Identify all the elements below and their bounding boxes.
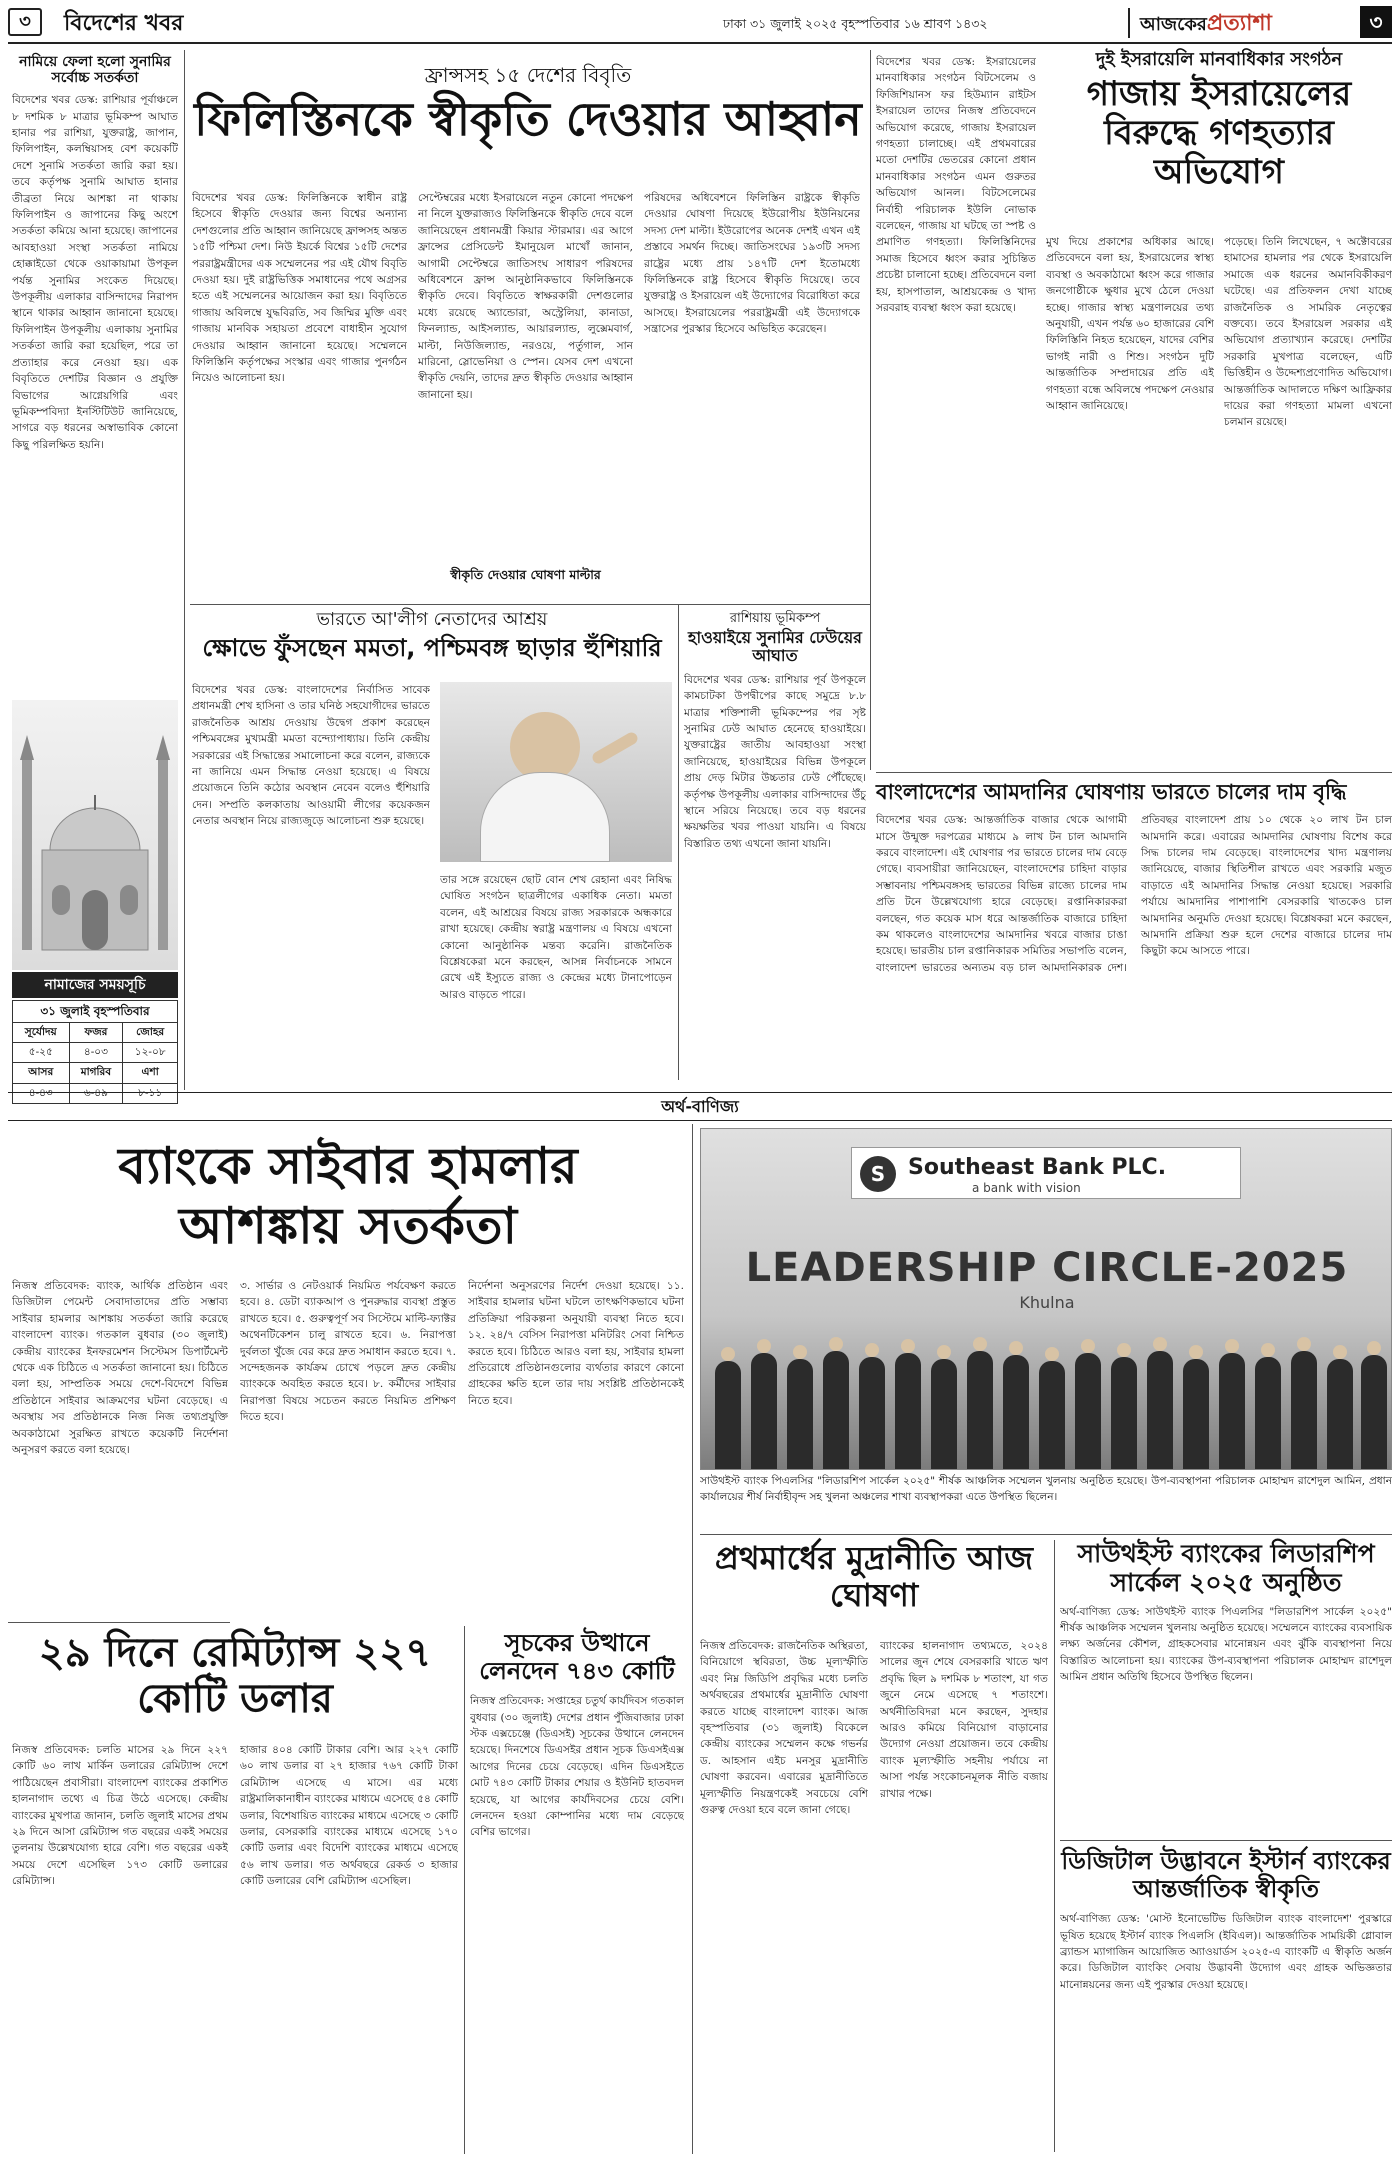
tsunami-headline: নামিয়ে ফেলা হলো সুনামির সর্বোচ্চ সতর্কতা: [19, 54, 171, 87]
stock-body: নিজস্ব প্রতিবেদক: সপ্তাহের চতুর্থ কার্যদিবস গতকাল বুধবার (৩০ জুলাই) দেশের প্রধান পুঁজিবাজার ঢাকা স্টক এক্সচেঞ্জে (ডিএসই) সূচকের উত্থানে লেনদেন হয়েছে। দিনশেষে ডিএসইর প্রধান সূচক ডিএসইএক্স আগের দিনের চেয়ে বেড়েছে। এদিন ডিএসইতে মোট ৭৪৩ কোটি টাকার শেয়ার ও ইউনিট হাতবদল হয়েছে, যা আগের কার্যদিবসের চেয়ে বেশি। লেনদেন হওয়া কোম্পানির মধ্যে দাম বেড়েছে বেশির ভাগের।: [470, 1695, 684, 1839]
stock-article: [470, 1630, 684, 2154]
eastern-body: অর্থ-বাণিজ্য ডেস্ক: 'মোস্ট ইনোভেটিভ ডিজিটাল ব্যাংক বাংলাদেশ' পুরস্কারে ভূষিত হয়েছে ইস্টার্ন ব্যাংক পিএলসি (ইবিএল)। আন্তর্জাতিক সাময়িকী গ্লোবাল ব্র্যান্ডস ম্যাগাজিন আয়োজিত অ্যাওয়ার্ডস ২০২৫-এ ব্যাংকটি এ স্বীকৃতি অর্জন করে। ডিজিটাল ব্যাংকিং সেবায় উদ্ভাবনী উদ্যোগ এবং গ্রাহক অভিজ্ঞতার মানোন্নয়নের জন্য এই পুরস্কার দেওয়া হয়েছে।: [1060, 1913, 1392, 1991]
dateline: ঢাকা ৩১ জুলাই ২০২৫ বৃহস্পতিবার ১৬ শ্রাবণ ১৪৩২: [723, 16, 988, 31]
prayer-cell: সূর্যোদয়: [13, 1023, 70, 1043]
rice-body: বিদেশের খবর ডেস্ক: আন্তর্জাতিক বাজার থেকে আগামী মাসে উন্মুক্ত দরপত্রের মাধ্যমে ৯ লাখ টন চাল আমদানি করবে বাংলাদেশ। এই ঘোষণার পর ভারতে চালের দাম বেড়ে গেছে। ব্যবসায়ীরা জানিয়েছেন, বাংলাদেশের চাহিদা বাড়ার সম্ভাবনায় পশ্চিমবঙ্গসহ ভারতের বিভিন্ন রাজ্যে চালের দাম প্রতি টনে উল্লেখযোগ্য হারে বেড়েছে। রপ্তানিকারকরা বলছেন, গত কয়েক মাস ধরে আন্তর্জাতিক বাজারে চাহিদা কম থাকলেও বাংলাদেশের আমদানির খবরে বাজার চাঙা হয়েছে। ভারতীয় চাল রপ্তানিকারক সমিতির সভাপতি বলেন, বাংলাদেশ ভারতের অন্যতম বড় চাল আমদানিকারক দেশ। প্রতিবছর বাংলাদেশ প্রায় ১০ থেকে ২০ লাখ টন চাল আমদানি করে। এবারের আমদানির ঘোষণায় বিশেষ করে সিদ্ধ চালের দাম বেড়েছে। বাংলাদেশের খাদ্য মন্ত্রণালয় জানিয়েছে, বাজার স্থিতিশীল রাখতে এবং সরকারি মজুত বাড়াতে এই আমদানির সিদ্ধান্ত নেওয়া হয়েছে। সরকারি পর্যায়ে আমদানির পাশাপাশি বেসরকারি খাতকেও চাল আমদানির অনুমতি দেওয়া হয়েছে। বিশ্লেষকরা মনে করছেন, আমদানি প্রক্রিয়া শুরু হলে দেশের বাজারে চালের দাম কিছুটা কমে আসতে পারে।: [876, 814, 1392, 974]
prayer-cell: ফজর: [69, 1023, 123, 1043]
masthead-bar: [8, 6, 1392, 40]
tsunami-article: [12, 54, 178, 694]
mamata-kicker: ভারতে আ'লীগ নেতাদের আশ্রয়: [316, 609, 548, 630]
hawaii-kicker: রাশিয়ায় ভূমিকম্প: [729, 611, 821, 626]
prayer-cell: এশা: [123, 1063, 178, 1083]
genocide-article: [876, 50, 1392, 770]
rice-headline: বাংলাদেশের আমদানির ঘোষণায় ভারতে চালের দাম বৃদ্ধি: [876, 780, 1347, 804]
remit-col2: হাজার ৪০৪ কোটি টাকার বেশি। আর ২২৭ কোটি ৬০ লাখ ডলার বা ২৭ হাজার ৭৬৭ কোটি টাকা রেমিট্যান্স এসেছে এ মাসে। এর মধ্যে রাষ্ট্রমালিকানাধীন ব্যাংকের মাধ্যমে এসেছে ৫৪ কোটি ডলার, বিশেষায়িত ব্যাংকের মাধ্যমে এসেছে ৩ কোটি ডলার, বেসরকারি ব্যাংকের মাধ্যমে এসেছে ১৭০ কোটি ডলার এবং বিদেশি ব্যাংকের মাধ্যমে এসেছে ৫৬ লাখ ডলার। গত অর্থবছরে রেকর্ড ৩ হাজার কোটি ডলারের বেশি রেমিট্যান্স এসেছিল।: [240, 1744, 458, 1888]
tsunami-body: বিদেশের খবর ডেস্ক: রাশিয়ার পূর্বাঞ্চলে ৮ দশমিক ৮ মাত্রার ভূমিকম্প আঘাত হানার পর রাশিয়া, যুক্তরাষ্ট্র, জাপান, ফিলিপাইন, কলম্বিয়াসহ বেশ কয়েকটি দেশে সুনামি সতর্কতা জারি করা হয়। তবে কর্তৃপক্ষ সুনামি আঘাত হানার তীব্রতা নিয়ে আশঙ্কা না থাকায় ফিলিপাইন ও জাপানের কিছু অংশে সতর্কতা কমিয়ে আনা হয়েছে। জাপানের আবহাওয়া সংস্থা সতর্কতা নামিয়ে হোক্কাইডো থেকে ওয়াকায়ামা উপকূল পর্যন্ত সুনামির সংকেত দিয়েছে। উপকূলীয় এলাকার বাসিন্দাদের নিরাপদ স্থানে থাকার আহ্বান জানানো হয়েছে। ফিলিপাইন উপকূলীয় এলাকায় সুনামির সতর্কতা জারি করা হয়েছিল, পরে তা প্রত্যাহার করে নেওয়া হয়। এক বিবৃতিতে দেশটির বিজ্ঞান ও প্রযুক্তি বিভাগের আগ্নেয়গিরি এবং ভূমিকম্পবিদ্যা ইনস্টিটিউট জানিয়েছে, সাগরে বড় ধরনের অস্বাভাবিক কোনো কিছু পরিলক্ষিত হয়নি।: [12, 94, 178, 451]
section-divider-label: অর্থ-বাণিজ্য: [661, 1097, 739, 1116]
prayer-cell: ১২-০৮: [123, 1043, 178, 1063]
photo-caption: সাউথইস্ট ব্যাংক পিএলসির "লিডারশিপ সার্কেল ২০২৫" শীর্ষক আঞ্চলিক সম্মেলন খুলনায় অনুষ্ঠিত হয়েছে। উপ-ব্যবস্থাপনা পরিচালক মোহাম্মদ রাশেদুল আমিন, প্রধান কার্যালয়ের শীর্ষ নির্বাহীবৃন্দ সহ খুলনা অঞ্চলের শাখা ব্যবস্থাপকরা এতে উপস্থিত ছিলেন।: [700, 1475, 1392, 1503]
bank-tagline: a bank with vision: [972, 1181, 1081, 1195]
mamata-photo: [440, 682, 672, 862]
paper-logo: আজকেরপ্রত্যাশা: [1128, 8, 1272, 38]
palestine-article: [192, 50, 864, 600]
genocide-headline: গাজায় ইসরায়েলের বিরুদ্ধে গণহত্যার অভিযোগ: [1086, 73, 1352, 192]
attendees-group: [701, 1319, 1392, 1470]
event-banner: LEADERSHIP CIRCLE-2025: [745, 1245, 1349, 1291]
hawaii-headline: হাওয়াইয়ে সুনামির ঢেউয়ের আঘাত: [688, 627, 862, 666]
genocide-headline-box: [1046, 50, 1392, 226]
bank-logo-icon: S: [860, 1156, 896, 1192]
rice-article: [876, 780, 1392, 1090]
palestine-subhead: স্বীকৃতি দেওয়ার ঘোষণা মাল্টার: [450, 567, 601, 582]
genocide-col3: পড়েছে। তিনি লিখেছেন, ৭ অক্টোবরের হামাসের হামলার পর থেকে ইসরায়েলি সমাজে এক ধরনের অমানবিকীকরণ ঘটেছে। এর প্রতিফলন দেখা যাচ্ছে রাজনৈতিক ও সামরিক নেতৃত্বের বক্তব্যে। তবে ইসরায়েল সরকার এই অভিযোগ প্রত্যাখ্যান করেছে। দেশটির সরকারি মুখপাত্র বলেছেন, এটি ভিত্তিহীন ও উদ্দেশ্যপ্রণোদিত অভিযোগ। আন্তর্জাতিক আদালতে দক্ষিণ আফ্রিকার দায়ের করা গণহত্যা মামলা এখনো চলমান রয়েছে।: [1224, 236, 1392, 429]
stock-headline: সূচকের উত্থানে লেনদেন ৭৪৩ কোটি: [479, 1629, 675, 1685]
remit-article: [12, 1630, 458, 2154]
cyber-col3: নির্দেশনা অনুসরণের নির্দেশ দেওয়া হয়েছে। ১১. সাইবার হামলার ঘটনা ঘটলে তাৎক্ষণিকভাবে ঘটনা প্রতিক্রিয়া পরিকল্পনা অনুযায়ী ব্যবস্থা নিতে হবে। ১২. ২৪/৭ বেসিস নিরাপত্তা মনিটরিং সেবা নিশ্চিত করতে হবে। চিঠিতে আরও বলা হয়, সাইবার হামলা প্রতিরোধে প্রতিষ্ঠানগুলোর ব্যর্থতার কারণে কোনো গ্রাহকের ক্ষতি হলে তার দায় সংশ্লিষ্ট প্রতিষ্ঠানকেই নিতে হবে।: [468, 1280, 684, 1407]
prayer-title: নামাজের সময়সূচি: [12, 972, 178, 998]
mamata-col2: তার সঙ্গে রয়েছেন ছোট বোন শেখ রেহানা এবং নিষিদ্ধ ঘোষিত সংগঠন ছাত্রলীগের একাধিক নেতা। মমতা বলেন, এই আশ্রয়ের বিষয়ে রাজ্য সরকারকে অন্ধকারে রাখা হয়েছে। কেন্দ্রীয় স্বরাষ্ট্র মন্ত্রণালয় এ বিষয়ে এখনো কোনো আনুষ্ঠানিক মন্তব্য করেনি। রাজনৈতিক বিশ্লেষকেরা মনে করছেন, আসন্ন নির্বাচনকে সামনে রেখে এই ইস্যুতে রাজ্য ও কেন্দ্রের মধ্যে টানাপোড়েন আরও বাড়তে পারে।: [440, 874, 672, 1001]
mamata-article: [192, 610, 672, 1080]
monetary-headline: প্রথমার্ধের মুদ্রানীতি আজ ঘোষণা: [714, 1539, 1034, 1614]
mamata-headline: ক্ষোভে ফুঁসছেন মমতা, পশ্চিমবঙ্গ ছাড়ার হুঁশিয়ারি: [202, 633, 662, 662]
prayer-times-box: [12, 700, 178, 1085]
prayer-cell: জোহর: [123, 1023, 178, 1043]
eastern-headline: ডিজিটাল উদ্ভাবনে ইস্টার্ন ব্যাংকের আন্তর্জাতিক স্বীকৃতি: [1061, 1847, 1391, 1903]
remit-col1: নিজস্ব প্রতিবেদক: চলতি মাসের ২৯ দিনে ২২৭ কোটি ৬০ লাখ মার্কিন ডলারের রেমিট্যান্স দেশে পাঠিয়েছেন প্রবাসীরা। বাংলাদেশ ব্যাংকের প্রকাশিত হালনাগাদ তথ্যে এ চিত্র উঠে এসেছে। কেন্দ্রীয় ব্যাংকের মুখপাত্র জানান, চলতি জুলাই মাসের প্রথম ২৯ দিনে আসা রেমিট্যান্স গত বছরের একই সময়ের তুলনায় উল্লেখযোগ্য হারে বেশি। গত বছরের একই সময়ে দেশে এসেছিল ১৭৩ কোটি ডলারের রেমিট্যান্স।: [12, 1744, 228, 1888]
hawaii-article: [684, 612, 866, 1080]
monetary-col1: নিজস্ব প্রতিবেদক: রাজনৈতিক অস্থিরতা, বিনিয়োগে স্থবিরতা, উচ্চ মূল্যস্ফীতি এবং নিম্ন জিডিপি প্রবৃদ্ধির মধ্যে চলতি অর্থবছরের প্রথমার্ধের মুদ্রানীতি ঘোষণা করতে যাচ্ছে বাংলাদেশ ব্যাংক। আজ বৃহস্পতিবার (৩১ জুলাই) বিকেলে কেন্দ্রীয় ব্যাংকের সম্মেলন কক্ষে গভর্নর ড. আহসান এইচ মনসুর মুদ্রানীতি ঘোষণা করবেন। এবারের মুদ্রানীতিতে মূল্যস্ফীতি নিয়ন্ত্রণকেই সবচেয়ে বেশি গুরুত্ব দেওয়া হবে বলে জানা গেছে।: [700, 1640, 868, 1817]
prayer-cell: ৪-০৩: [69, 1043, 123, 1063]
remit-headline: ২৯ দিনে রেমিট্যান্স ২২৭ কোটি ডলার: [38, 1630, 432, 1722]
prayer-cell: ৫-২৫: [13, 1043, 70, 1063]
palestine-col1: বিদেশের খবর ডেস্ক: ফিলিস্তিনকে স্বাধীন রাষ্ট্র হিসেবে স্বীকৃতি দেওয়ার জন্য বিশ্বের অন্যান্য দেশগুলোর প্রতি আহ্বান জানিয়েছে ফ্রান্সসহ অন্তত ১৫টি পশ্চিমা দেশ। নিউ ইয়র্কে বিশ্বের ১৫টি দেশের পররাষ্ট্রমন্ত্রীদের এক সম্মেলনের পর এই যৌথ বিবৃতি দেওয়া হয়। দুই রাষ্ট্রভিত্তিক সমাধানের পথে অগ্রসর হতে এই সম্মেলনের আয়োজন করা হয়। বিবৃতিতে গাজায় অবিলম্বে যুদ্ধবিরতি, সব জিম্মির মুক্তি এবং গাজায় মানবিক সহায়তা প্রবেশে বাধাহীন সুযোগ দেওয়ার আহ্বান জানানো হয়েছে। সম্মেলনে ফিলিস্তিনি কর্তৃপক্ষের সংস্কার এবং গাজার পুনর্গঠন নিয়েও আলোচনা হয়।: [192, 192, 407, 385]
mamata-col1: বিদেশের খবর ডেস্ক: বাংলাদেশের নির্বাসিত সাবেক প্রধানমন্ত্রী শেখ হাসিনা ও তার ঘনিষ্ঠ সহযোগীদের ভারতে রাজনৈতিক আশ্রয় দেওয়ায় উদ্বেগ প্রকাশ করেছেন পশ্চিমবঙ্গের মুখ্যমন্ত্রী মমতা বন্দ্যোপাধ্যায়। তিনি কেন্দ্রীয় সরকারের এই সিদ্ধান্তের সমালোচনা করে বলেন, রাজ্যকে না জানিয়ে এমন সিদ্ধান্ত নেওয়া হয়েছে। এ বিষয়ে প্রয়োজনে তিনি কঠোর অবস্থান নেবেন বলেও হুঁশিয়ারি দেন। সম্প্রতি কলকাতায় আওয়ামী লীগের কয়েকজন নেতার অবস্থান নিয়ে রাজ্যজুড়ে আলোচনা শুরু হয়েছে।: [192, 684, 430, 828]
genocide-col1: বিদেশের খবর ডেস্ক: ইসরায়েলের মানবাধিকার সংগঠন বিটসেলেম ও ফিজিশিয়ানস ফর হিউম্যান রাইটস ইসরায়েল তাদের নিজস্ব প্রতিবেদনে অভিযোগ করেছে, গাজায় ইসরায়েল গণহত্যা চালাচ্ছে। এই প্রথমবারের মতো দেশটির ভেতরের কোনো প্রধান মানবাধিকার সংগঠন এমন গুরুতর অভিযোগ আনল। বিটসেলেমের নির্বাহী পরিচালক ইউলি নোভাক বলেছেন, গাজায় যা ঘটছে তা স্পষ্ট ও প্রমাণিত গণহত্যা। ফিলিস্তিনিদের সমাজ হিসেবে ধ্বংস করার সুচিন্তিত প্রচেষ্টা চালানো হচ্ছে। প্রতিবেদনে বলা হয়, হাসপাতাল, আশ্রয়কেন্দ্র ও খাদ্য সরবরাহ ব্যবস্থা ধ্বংস করা হয়েছে।: [876, 56, 1036, 315]
cyber-headline: ব্যাংকে সাইবার হামলার আশঙ্কায় সতর্কতা: [118, 1137, 578, 1255]
section-label: বিদেশের খবর: [64, 11, 184, 36]
palestine-col3: পরিষদের অধিবেশনে ফিলিস্তিন রাষ্ট্রকে স্বীকৃতি দেওয়ার ঘোষণা দিয়েছে ইউরোপীয় ইউনিয়নের সদস্য দেশ মাল্টা। ইউরোপের অনেক দেশই এখন এই প্রস্তাবে সমর্থন দিচ্ছে। জাতিসংঘের ১৯৩টি সদস্য রাষ্ট্রের মধ্যে প্রায় ১৪৭টি দেশ ইতোমধ্যে ফিলিস্তিনকে রাষ্ট্র হিসেবে স্বীকৃতি দিয়েছে। তবে যুক্তরাষ্ট্র ও ইসরায়েল এই উদ্যোগের বিরোধিতা করে আসছে। ইসরায়েলের পররাষ্ট্রমন্ত্রী এই উদ্যোগকে সন্ত্রাসের পুরস্কার হিসেবে অভিহিত করেছেন।: [644, 192, 860, 336]
prayer-date: ৩১ জুলাই বৃহস্পতিবার: [12, 1000, 178, 1023]
palestine-headline: ফিলিস্তিনকে স্বীকৃতি দেওয়ার আহ্বান: [194, 92, 862, 146]
leadership-headline: সাউথইস্ট ব্যাংকের লিডারশিপ সার্কেল ২০২৫ অনুষ্ঠিত: [1077, 1539, 1375, 1597]
hawaii-body: বিদেশের খবর ডেস্ক: রাশিয়ার পূর্ব উপকূলে কামচাটকা উপদ্বীপের কাছে সমুদ্রে ৮.৮ মাত্রার শক্তিশালী ভূমিকম্পের পর সৃষ্ট সুনামির ঢেউ আঘাত হেনেছে হাওয়াইয়ে। যুক্তরাষ্ট্রের জাতীয় আবহাওয়া সংস্থা জানিয়েছে, হাওয়াইয়ের বিভিন্ন উপকূলে প্রায় দেড় মিটার উচ্চতার ঢেউ পৌঁছেছে। কর্তৃপক্ষ উপকূলীয় এলাকার বাসিন্দাদের উঁচু স্থানে সরিয়ে নিয়েছে। তবে বড় ধরনের ক্ষয়ক্ষতির খবর পাওয়া যায়নি। এ বিষয়ে বিস্তারিত তথ্য এখনো জানা যায়নি।: [684, 673, 866, 850]
palestine-col2: সেপ্টেম্বরের মধ্যে ইসরায়েলে নতুন কোনো পদক্ষেপ না নিলে যুক্তরাজ্যও ফিলিস্তিনকে স্বীকৃতি দেবে বলে জানিয়েছেন প্রধানমন্ত্রী কিয়ার স্টারমার। এর আগে ফ্রান্সের প্রেসিডেন্ট ইমানুয়েল মাখোঁ জানান, আগামী সেপ্টেম্বরে জাতিসংঘ সাধারণ পরিষদের অধিবেশনে ফ্রান্স আনুষ্ঠানিকভাবে ফিলিস্তিনকে স্বীকৃতি দেবে। বিবৃতিতে স্বাক্ষরকারী দেশগুলোর মধ্যে রয়েছে অ্যান্ডোরা, অস্ট্রেলিয়া, কানাডা, ফিনল্যান্ড, আইসল্যান্ড, আয়ারল্যান্ড, লুক্সেমবার্গ, মাল্টা, নিউজিল্যান্ড, নরওয়ে, পর্তুগাল, সান মারিনো, স্লোভেনিয়া ও স্পেন। যেসব দেশ এখনো স্বীকৃতি দেয়নি, তাদের দ্রুত স্বীকৃতি দেওয়ার আহ্বান জানানো হয়।: [418, 192, 633, 401]
cyber-col1: নিজস্ব প্রতিবেদক: ব্যাংক, আর্থিক প্রতিষ্ঠান এবং ডিজিটাল পেমেন্ট সেবাদাতাদের প্রতি সম্ভাব্য সাইবার হামলার আশঙ্কায় সতর্কতা জারি করেছে বাংলাদেশ ব্যাংক। গতকাল বুধবার (৩০ জুলাই) কেন্দ্রীয় ব্যাংকের ইনফরমেশন সিস্টেমস ডিপার্টমেন্ট থেকে এক চিঠিতে এ সতর্কতা জানানো হয়। চিঠিতে বলা হয়, সাম্প্রতিক সময়ে দেশে-বিদেশে বিভিন্ন প্রতিষ্ঠানে সাইবার আক্রমণের ঘটনা বেড়েছে। এ অবস্থায় সব প্রতিষ্ঠানকে নিজ নিজ তথ্যপ্রযুক্তি অবকাঠামো সুরক্ষিত রাখতে কয়েকটি নির্দেশনা অনুসরণ করতে বলা হয়েছে।: [12, 1280, 228, 1457]
leadership-body: অর্থ-বাণিজ্য ডেস্ক: সাউথইস্ট ব্যাংক পিএলসির "লিডারশিপ সার্কেল ২০২৫" শীর্ষক আঞ্চলিক সম্মেলন খুলনায় অনুষ্ঠিত হয়েছে। সম্মেলনে ব্যাংকের ব্যবসায়িক লক্ষ্য অর্জনের কৌশল, গ্রাহকসেবার মানোন্নয়ন এবং ঝুঁকি ব্যবস্থাপনা নিয়ে বিস্তারিত আলোচনা হয়। ব্যাংকের উপ-ব্যবস্থাপনা পরিচালক মোহাম্মদ রাশেদুল আমিন প্রধান অতিথি হিসেবে উপস্থিত ছিলেন।: [1060, 1605, 1392, 1684]
page-number-left: ৩: [8, 8, 42, 36]
genocide-col2: মুখ দিয়ে প্রকাশের অধিকার আছে। প্রতিবেদনে বলা হয়, ইসরায়েলের স্বাস্থ্য ব্যবস্থা ও অবকাঠামো ধ্বংস করে গাজার জনগোষ্ঠীকে ক্ষুধার মুখে ঠেলে দেওয়া হচ্ছে। গাজার স্বাস্থ্য মন্ত্রণালয়ের তথ্য অনুযায়ী, এখন পর্যন্ত ৬০ হাজারের বেশি ফিলিস্তিনি নিহত হয়েছেন, যাদের বেশির ভাগই নারী ও শিশু। সংগঠন দুটি আন্তর্জাতিক সম্প্রদায়ের প্রতি এই গণহত্যা বন্ধে অবিলম্বে পদক্ষেপ নেওয়ার আহ্বান জানিয়েছে।: [1046, 236, 1214, 413]
palestine-kicker: ফ্রান্সসহ ১৫ দেশের বিবৃতি: [424, 63, 632, 87]
prayer-cell: আসর: [13, 1063, 70, 1083]
leadership-article: [1060, 1540, 1392, 1840]
event-banner-sub: Khulna: [1019, 1293, 1075, 1312]
genocide-kicker: দুই ইসরায়েলি মানবাধিকার সংগঠন: [1095, 49, 1343, 70]
cyber-col2: ৩. সার্ভার ও নেটওয়ার্ক নিয়মিত পর্যবেক্ষণ করতে হবে। ৪. ডেটা ব্যাকআপ ও পুনরুদ্ধার ব্যবস্থা প্রস্তুত রাখতে হবে। ৫. গুরুত্বপূর্ণ সব সিস্টেমে মাল্টি-ফ্যাক্টর অথেনটিকেশন চালু রাখতে হবে। ৬. নিরাপত্তা দুর্বলতা খুঁজে বের করে দ্রুত সমাধান করতে হবে। ৭. সন্দেহজনক কার্যক্রম চোখে পড়লে দ্রুত কেন্দ্রীয় ব্যাংককে অবহিত করতে হবে। ৮. কর্মীদের সাইবার নিরাপত্তা বিষয়ে সচেতন করতে নিয়মিত প্রশিক্ষণ দিতে হবে।: [240, 1280, 456, 1424]
prayer-cell: মাগরিব: [69, 1063, 123, 1083]
monetary-article: [700, 1540, 1048, 2152]
mosque-icon: [12, 700, 178, 970]
page-number-right: ৩: [1360, 6, 1392, 38]
bank-name: Southeast Bank PLC.: [908, 1155, 1167, 1180]
eastern-article: [1060, 1848, 1392, 2152]
monetary-col2: ব্যাংকের হালনাগাদ তথ্যমতে, ২০২৪ সালের জুন শেষে বেসরকারি খাতে ঋণ প্রবৃদ্ধি ছিল ৯ দশমিক ৮ শতাংশ, যা গত জুনে নেমে এসেছে ৭ শতাংশে। অর্থনীতিবিদরা মনে করছেন, সুদহার আরও কমিয়ে বিনিয়োগ বাড়ানোর উদ্যোগ নেওয়া প্রয়োজন। তবে কেন্দ্রীয় ব্যাংক মূল্যস্ফীতি সহনীয় পর্যায়ে না আসা পর্যন্ত সংকোচনমূলক নীতি বজায় রাখার পক্ষে।: [880, 1640, 1048, 1800]
leadership-photo: [700, 1128, 1392, 1470]
cyber-article: [12, 1128, 684, 1618]
bank-logo: [851, 1147, 1241, 1199]
